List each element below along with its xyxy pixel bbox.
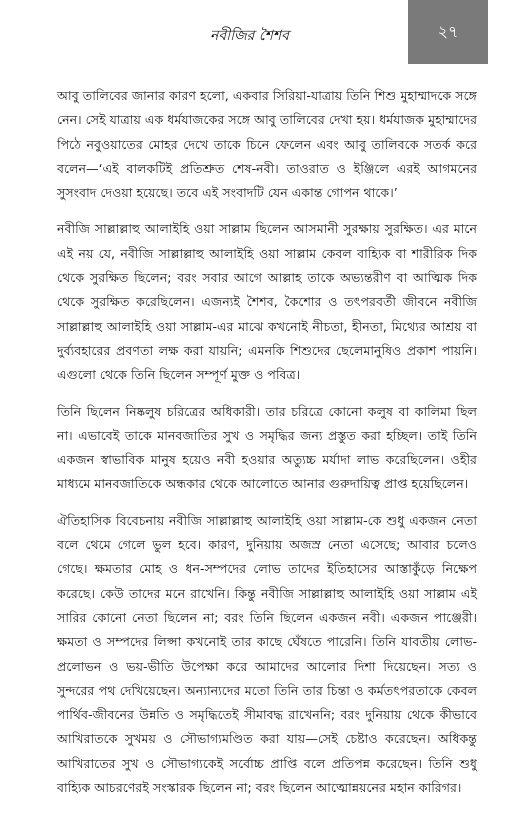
page-number: ২৭ — [437, 21, 459, 41]
page-number-box — [408, 0, 488, 64]
paragraph-4: ঐতিহাসিক বিবেচনায় নবীজি সাল্লাল্লাহু আলাইহি ওয়া সাল্লাম-কে শুধু একজন নেতা বলে থেমে গেলে ভুল হবে। কারণ, দুনিয়ায় অজস্র নেতা এসেছে; আবার চলেও গেছে। ক্ষমতার মোহ ও ধন-সম্পদের লোভ তাদের ইতিহাসের আস্তাকুঁড়ে নিক্ষেপ করেছে। কেউ তাদের মনে রাখেনি। কিন্তু নবীজি সাল্লাল্লাহু আলাইহি ওয়া সাল্লাম এই সারির কোনো নেতা ছিলেন না; বরং তিনি ছিলেন একজন নবী। একজন পাঞ্জেরী। ক্ষমতা ও সম্পদের লিপ্সা কখনোই তার কাছে ঘেঁষতে পারেনি। তিনি যাবতীয় লোভ-প্রলোভন ও ভয়-ভীতি উপেক্ষা করে আমাদের আলোর দিশা দিয়েছেন। সত্য ও সুন্দরের পথ দেখিয়েছেন। অন্যান্যদের মতো তিনি তার চিন্তা ও কর্মতৎপরতাকে কেবল পার্থিব-জীবনের উন্নতি ও সমৃদ্ধিতেই সীমাবদ্ধ রাখেননি; বরং দুনিয়ায় থেকে কীভাবে আখিরাতকে সুখময় ও সৌভাগ্যমণ্ডিত করা যায়—সেই চেষ্টাও করেছেন। অধিকন্তু আখিরাতের সুখ ও সৌভাগ্যকেই সর্বোচ্চ প্রাপ্তি বলে প্রতিপন্ন করেছেন। তিনি শুধু বাহ্যিক আচরণেরই সংস্কারক ছিলেন না; বরং ছিলেন আত্মোন্নয়নের মহান কারিগর। — [57, 512, 477, 796]
paragraph-1: আবু তালিবের জানার কারণ হলো, একবার সিরিয়া-যাত্রায় তিনি শিশু মুহাম্মাদকে সঙ্গে নেন। সেই যাত্রায় এক ধর্মযাজকের সঙ্গে আবু তালিবের দেখা হয়। ধর্মযাজক মুহাম্মাদের পিঠে নবুওয়াতের মোহর দেখে তাকে চিনে ফেলেন এবং আবু তালিবকে সতর্ক করে বলেন—‘এই বালকটিই প্রতিশ্রুত শেষ-নবী। তাওরাত ও ইঞ্জিলে এরই আগমনের সুসংবাদ দেওয়া হয়েছে। তবে এই সংবাদটি যেন একান্ত গোপন থাকে।’ — [57, 88, 477, 201]
paragraph-2: নবীজি সাল্লাল্লাহু আলাইহি ওয়া সাল্লাম ছিলেন আসমানী সুরক্ষায় সুরক্ষিত। এর মানে এই নয় যে, নবীজি সাল্লাল্লাহু আলাইহি ওয়া সাল্লাম কেবল বাহ্যিক বা শারীরিক দিক থেকে সুরক্ষিত ছিলেন; বরং সবার আগে আল্লাহ তাকে অভ্যন্তরীণ বা আত্মিক দিক থেকে সুরক্ষিত করেছিলেন। এজন্যই শৈশব, কৈশোর ও তৎপরবর্তী জীবনে নবীজি সাল্লাল্লাহু আলাইহি ওয়া সাল্লাম-এর মাঝে কখনোই নীচতা, হীনতা, মিথ্যের আশ্রয় বা দুর্ব্যবহারের প্রবণতা লক্ষ করা যায়নি; এমনকি শিশুদের ছেলেমানুষিও প্রকাশ পায়নি। এগুলো থেকে তিনি ছিলেন সম্পূর্ণ মুক্ত ও পবিত্র। — [57, 221, 477, 383]
paragraph-3: তিনি ছিলেন নিষ্কলুষ চরিত্রের অধিকারী। তার চরিত্রে কোনো কলুষ বা কালিমা ছিল না। এভাবেই তাকে মানবজাতির সুখ ও সমৃদ্ধির জন্য প্রস্তুত করা হচ্ছিল। তাই তিনি একজন স্বাভাবিক মানুষ হয়েও নবী হওয়ার অত্যুচ্চ মর্যাদা লাভ করেছিলেন। ওহীর মাধ্যমে মানবজাতিকে অন্ধকার থেকে আলোতে আনার গুরুদায়িত্ব প্রাপ্ত হয়েছিলেন। — [57, 403, 477, 492]
page-body — [57, 84, 477, 812]
running-title: নবীজির শৈশব — [210, 28, 289, 44]
